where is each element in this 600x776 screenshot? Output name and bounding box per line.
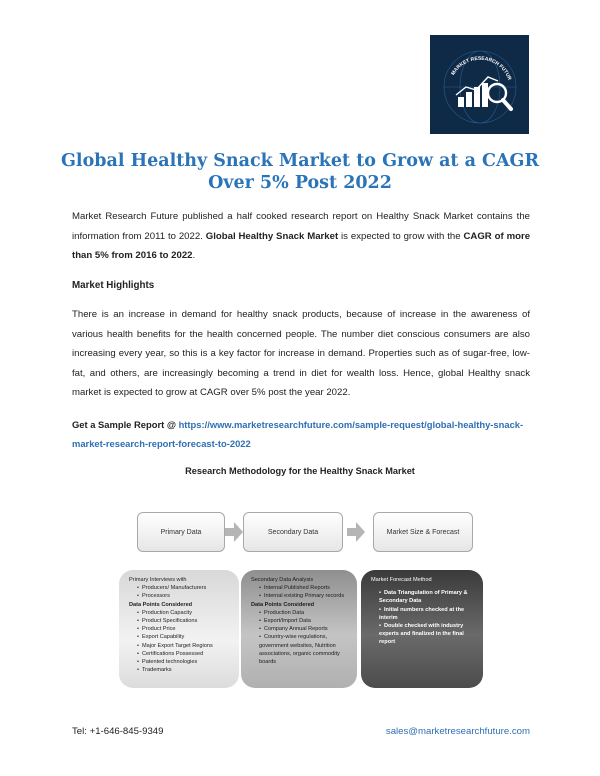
company-logo [430,35,529,134]
primary-data-card [119,570,239,688]
list-item: • Major Export Target Regions [137,642,231,650]
list-item: • Production Capacity [137,609,231,617]
footer-phone: Tel: +1-646-845-9349 [72,726,164,737]
footer-email-link[interactable]: sales@marketresearchfuture.com [385,726,530,737]
highlights-paragraph: There is an increase in demand for healthy snack products, because of increase in the awareness of various health benefits for the health concerned people. The number diet conscious consumers are also increasing every year, so this is a key factor for increase in demand. Properties such as of sugar-free, low- fat, and others, are increasingly becoming a trend in diet for wealth loss. Hence, global Healthy snack market is expected to grow at CAGR over 5% post the year 2022. [72,309,530,398]
arrow-right-icon [225,522,243,542]
list-item: • Producers/ Manufacturers [137,584,231,592]
primary-heading: Data Points Considered [129,601,193,608]
secondary-heading: Data Points Considered [251,601,315,608]
intro-end: . [192,250,196,261]
primary-intro: Primary Interviews with [129,577,187,583]
list-item: • Trademarks [137,666,231,674]
sample-report-line [72,415,532,453]
list-item: • Export Capability [137,633,231,641]
list-item: • Product Specifications [137,617,231,625]
list-item: • Double checked with industry experts and finalized in the final report [379,622,475,647]
intro-bold-1: Global Healthy Snack Market [205,230,339,242]
list-item: • Export/Import Data [259,617,349,625]
intro-text-1: Market Research Future published a half cooked research report on Healthy Snack Market contains the information from 2011 to 2022. [72,211,530,242]
forecast-card [361,570,483,688]
research-methodology-diagram [115,500,485,700]
list-item: • Initial numbers checked at the interim [379,606,475,622]
intro-bold-2: CAGR of more than 5% from 2016 to 2022 [72,230,531,261]
page-title: Global Healthy Snack Market to Grow at a CAGR Over 5% Post 2022 [60,151,540,193]
logo-text: MARKET RESEARCH FUTUR [450,55,513,82]
forecast-heading: Market Forecast Method [371,577,432,583]
list-item: • Data Triangulation of Primary & Secondary Data [379,589,475,605]
secondary-data-card [241,570,357,688]
list-item: • Product Price [137,625,231,633]
logo-graphic [430,35,529,134]
sample-report-link[interactable]: https://www.marketresearchfuture.com/sample-request/global-healthy-snack-market-research-report-forecast-to-2022 [72,419,524,449]
figure-title: Research Methodology for the Healthy Snack Market [185,466,415,476]
market-highlights-heading: Market Highlights [72,280,155,291]
list-item: • Patented technologies [137,658,231,666]
intro-paragraph [72,207,530,266]
intro-text-2: is expected to grow with the [341,230,461,242]
list-item: • Company Annual Reports [259,625,349,633]
list-item: • Internal Published Reports [259,584,349,592]
secondary-intro: Secondary Data Analysis [251,577,314,583]
arrow-right-icon [347,522,365,542]
footer-email-wrap [386,726,530,737]
list-item: • Certifications Possessed [137,650,231,658]
stage-primary-data: Primary Data [137,512,225,552]
list-item: • Internal existing Primary records [259,592,349,600]
list-item: • Production Data [259,609,349,617]
sample-label: Get a Sample Report @ [72,419,176,430]
list-item: • Country-wise regulations, government websites, Nutrition associations, organic commodity boards [259,633,349,666]
stage-secondary-data: Secondary Data [243,512,343,552]
list-item: • Processors [137,592,231,600]
stage-market-size-forecast: Market Size & Forecast [373,512,473,552]
